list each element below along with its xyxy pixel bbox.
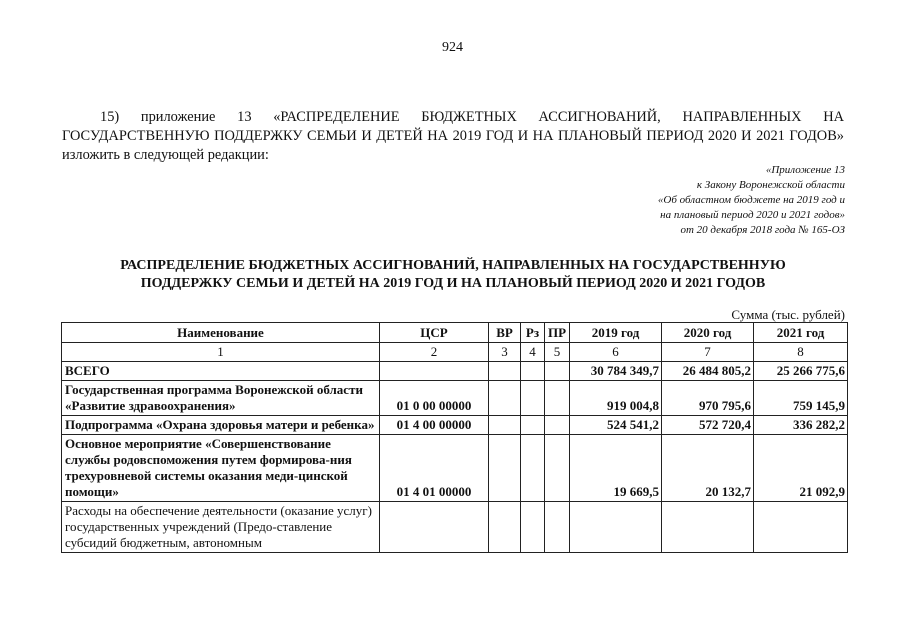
header-pr: ПР xyxy=(545,323,570,343)
row-vr xyxy=(489,502,521,553)
row-rz xyxy=(521,381,545,416)
table-row-total xyxy=(62,362,848,381)
header-rz: Рз xyxy=(521,323,545,343)
column-number: 3 xyxy=(489,343,521,362)
table-row-expenses xyxy=(62,502,848,553)
row-pr xyxy=(545,416,570,435)
column-number: 5 xyxy=(545,343,570,362)
row-pr xyxy=(545,381,570,416)
row-2020: 20 132,7 xyxy=(662,435,754,502)
row-2019 xyxy=(570,502,662,553)
intro-item-number: 15) xyxy=(100,109,120,125)
table-row-subprogram xyxy=(62,416,848,435)
row-2021 xyxy=(754,502,848,553)
row-rz xyxy=(521,502,545,553)
row-2020: 970 795,6 xyxy=(662,381,754,416)
row-csr xyxy=(380,502,489,553)
row-pr xyxy=(545,502,570,553)
budget-table xyxy=(61,322,848,553)
row-name: Основное мероприятие «Совершенствование службы родовспоможения путем формирова-ния трехуровневой системы оказания меди-цинской помощи» xyxy=(62,435,380,502)
appendix-line: «Приложение 13 xyxy=(765,164,845,176)
row-vr xyxy=(489,416,521,435)
row-2020: 26 484 805,2 xyxy=(662,362,754,381)
row-2021: 336 282,2 xyxy=(754,416,848,435)
header-vr: ВР xyxy=(489,323,521,343)
row-2021: 25 266 775,6 xyxy=(754,362,848,381)
title-line: ПОДДЕРЖКУ СЕМЬИ И ДЕТЕЙ НА 2019 ГОД И НА ПЛАНОВЫЙ ПЕРИОД 2020 И 2021 ГОДОВ xyxy=(140,276,766,291)
row-name: Подпрограмма «Охрана здоровья матери и ребенка» xyxy=(62,416,380,435)
header-2019: 2019 год xyxy=(570,323,662,343)
table-row-main-activity xyxy=(62,435,848,502)
appendix-line: от 20 декабря 2018 года № 165-ОЗ xyxy=(680,224,845,236)
row-2021: 21 092,9 xyxy=(754,435,848,502)
row-rz xyxy=(521,435,545,502)
row-csr xyxy=(380,362,489,381)
row-pr xyxy=(545,362,570,381)
column-number-row xyxy=(62,343,848,362)
column-number: 8 xyxy=(754,343,848,362)
row-vr xyxy=(489,381,521,416)
header-2021: 2021 год xyxy=(754,323,848,343)
row-vr xyxy=(489,362,521,381)
column-number: 6 xyxy=(570,343,662,362)
table-row-program xyxy=(62,381,848,416)
row-2019: 19 669,5 xyxy=(570,435,662,502)
row-2021: 759 145,9 xyxy=(754,381,848,416)
row-2020 xyxy=(662,502,754,553)
units-label: Сумма (тыс. рублей) xyxy=(731,307,845,322)
row-rz xyxy=(521,362,545,381)
row-2019: 524 541,2 xyxy=(570,416,662,435)
row-name: ВСЕГО xyxy=(62,362,380,381)
row-csr: 01 4 00 00000 xyxy=(380,416,489,435)
header-csr: ЦСР xyxy=(380,323,489,343)
document-title xyxy=(62,257,844,293)
appendix-reference xyxy=(545,163,845,238)
column-number: 1 xyxy=(62,343,380,362)
intro-paragraph xyxy=(62,108,844,165)
title-line: РАСПРЕДЕЛЕНИЕ БЮДЖЕТНЫХ АССИГНОВАНИЙ, НАПРАВЛЕННЫХ НА ГОСУДАРСТВЕННУЮ xyxy=(120,258,786,273)
table-header-row xyxy=(62,323,848,343)
appendix-line: «Об областном бюджете на 2019 год и xyxy=(657,194,845,206)
page-number: 924 xyxy=(442,40,463,55)
column-number: 4 xyxy=(521,343,545,362)
row-2019: 30 784 349,7 xyxy=(570,362,662,381)
row-2019: 919 004,8 xyxy=(570,381,662,416)
appendix-line: на плановый период 2020 и 2021 годов» xyxy=(660,209,845,221)
row-2020: 572 720,4 xyxy=(662,416,754,435)
column-number: 7 xyxy=(662,343,754,362)
header-name: Наименование xyxy=(62,323,380,343)
row-name: Государственная программа Воронежской области «Развитие здравоохранения» xyxy=(62,381,380,416)
intro-text: приложение 13 «РАСПРЕДЕЛЕНИЕ БЮДЖЕТНЫХ АССИГНОВАНИЙ, НАПРАВЛЕННЫХ НА ГОСУДАРСТВЕННУЮ ПОДДЕРЖКУ СЕМЬИ И ДЕТЕЙ НА 2019 ГОД И НА ПЛАНОВЫЙ ПЕРИОД 2020 И 2021 ГОДОВ» изложить в следующей редакции: xyxy=(62,109,844,163)
row-csr: 01 0 00 00000 xyxy=(380,381,489,416)
row-pr xyxy=(545,435,570,502)
row-csr: 01 4 01 00000 xyxy=(380,435,489,502)
appendix-line: к Закону Воронежской области xyxy=(696,179,845,191)
row-vr xyxy=(489,435,521,502)
column-number: 2 xyxy=(380,343,489,362)
header-2020: 2020 год xyxy=(662,323,754,343)
row-rz xyxy=(521,416,545,435)
row-name: Расходы на обеспечение деятельности (оказание услуг) государственных учреждений (Предо-ставление субсидий бюджетным, автономным xyxy=(62,502,380,553)
